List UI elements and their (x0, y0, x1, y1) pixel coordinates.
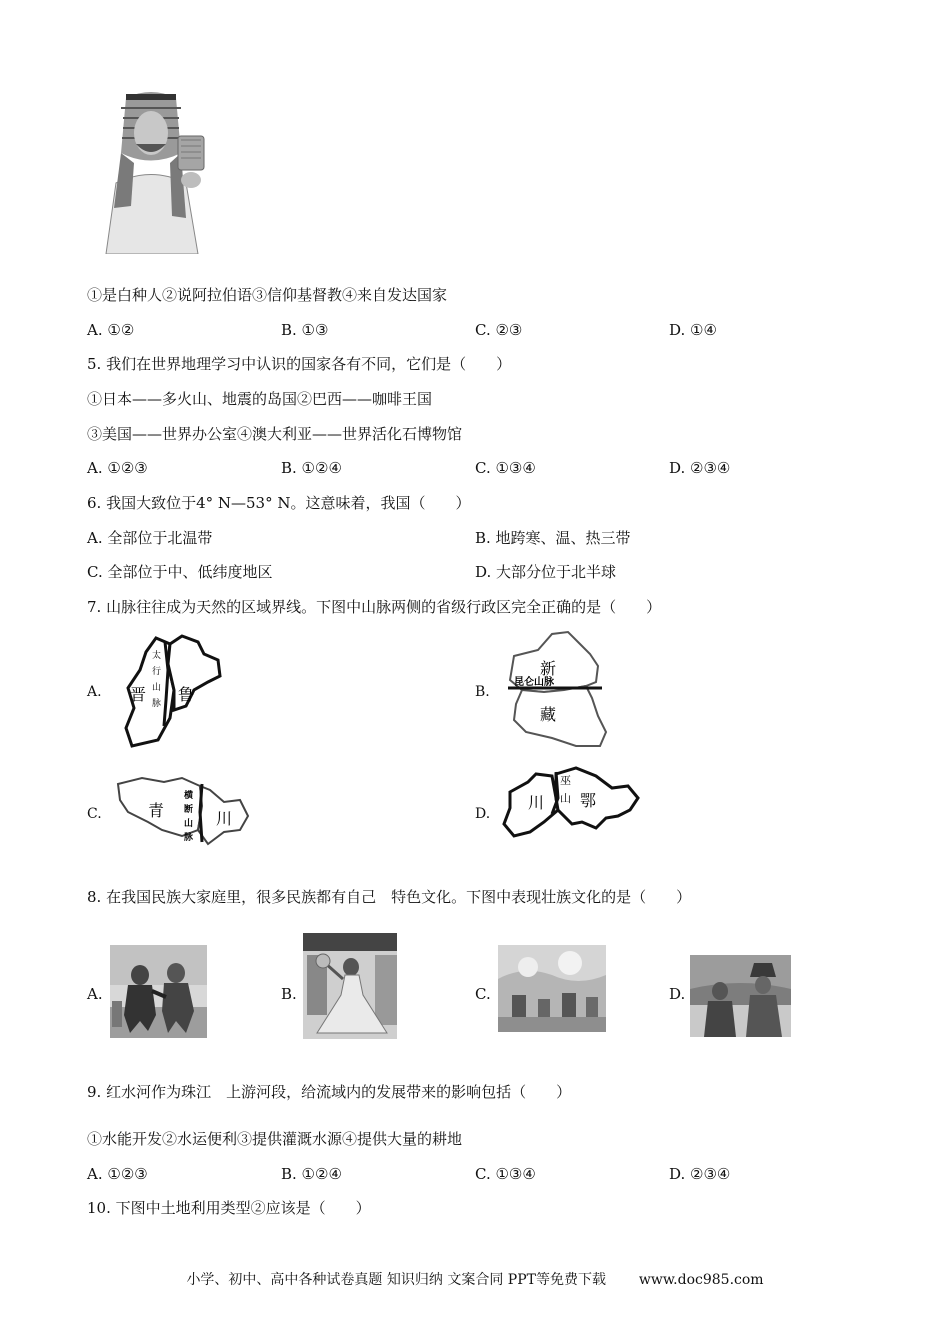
q8-photo-a[interactable] (110, 945, 207, 1038)
q6-option-c[interactable]: C. 全部位于中、低纬度地区 (87, 563, 273, 581)
q8-label-a[interactable]: A. (87, 985, 103, 1003)
q7-label-d[interactable]: D. (475, 806, 491, 822)
q9-option-c[interactable]: C. ①③④ (475, 1165, 536, 1183)
q8-label-d[interactable]: D. (669, 985, 686, 1003)
q7-map-b[interactable] (502, 628, 614, 750)
q4-option-d[interactable]: D. ①④ (669, 321, 717, 339)
q7-map-a-left-label: 晋 (130, 685, 147, 704)
q7-map-a-range-2: 行 (152, 667, 162, 677)
q7-label-b[interactable]: B. (475, 684, 490, 700)
q7-map-a-right-label: 鲁 (178, 685, 195, 704)
q6-option-a[interactable]: A. 全部位于北温带 (87, 529, 213, 547)
q7-map-d-range-1: 巫 (560, 774, 571, 787)
q4-option-b[interactable]: B. ①③ (281, 321, 329, 339)
q9-option-b[interactable]: B. ①②④ (281, 1165, 342, 1183)
q7-map-c-range-3: 山 (184, 819, 194, 829)
q8-label-c[interactable]: C. (475, 985, 491, 1003)
q5-option-d[interactable]: D. ②③④ (669, 459, 731, 477)
q8-stem: 8. 在我国民族大家庭里，很多民族都有自己 特色文化。下图中表现壮族文化的是（ ） (87, 888, 692, 906)
q7-map-d-left-label: 川 (528, 793, 545, 812)
q7-map-b-range-label: 昆仑山脉 (514, 677, 554, 688)
q8-photo-c[interactable] (498, 945, 606, 1032)
q8-photo-b[interactable] (303, 933, 397, 1039)
q7-map-c-range-2: 断 (184, 805, 194, 815)
footer-url[interactable]: www.doc985.com (638, 1272, 764, 1288)
q5-line2: ③美国——世界办公室④澳大利亚——世界活化石博物馆 (87, 425, 463, 443)
q6-stem: 6. 我国大致位于4° N—53° N。这意味着，我国（ ） (87, 494, 471, 512)
page-footer (0, 1270, 950, 1290)
q7-map-c[interactable] (112, 772, 254, 846)
q7-map-c-range-4: 脉 (184, 833, 194, 843)
q7-map-c-left-label: 青 (148, 801, 165, 820)
q4-statement: ①是白种人②说阿拉伯语③信仰基督教④来自发达国家 (87, 286, 448, 304)
q5-option-c[interactable]: C. ①③④ (475, 459, 536, 477)
q5-option-b[interactable]: B. ①②④ (281, 459, 342, 477)
q9-stem: 9. 红水河作为珠江 上游河段，给流域内的发展带来的影响包括（ ） (87, 1083, 572, 1101)
q7-map-d[interactable] (500, 762, 644, 844)
q7-map-b-bottom-label: 藏 (540, 705, 557, 724)
q7-map-a[interactable] (118, 630, 228, 752)
q9-statement: ①水能开发②水运便利③提供灌溉水源④提供大量的耕地 (87, 1130, 463, 1148)
q9-option-a[interactable]: A. ①②③ (87, 1165, 148, 1183)
q7-label-a[interactable]: A. (87, 684, 102, 700)
q7-label-c[interactable]: C. (87, 806, 102, 822)
q7-map-d-right-label: 鄂 (580, 791, 597, 810)
q9-option-d[interactable]: D. ②③④ (669, 1165, 731, 1183)
footer-text: 小学、初中、高中各种试卷真题 知识归纳 文案合同 PPT等免费下载 (186, 1272, 606, 1288)
q8-photo-d[interactable] (690, 955, 791, 1037)
q5-stem: 5. 我们在世界地理学习中认识的国家各有不同，它们是（ ） (87, 355, 512, 373)
q7-stem: 7. 山脉往往成为天然的区域界线。下图中山脉两侧的省级行政区完全正确的是（ ） (87, 598, 662, 616)
q5-option-a[interactable]: A. ①②③ (87, 459, 148, 477)
q10-stem: 10. 下图中土地利用类型②应该是（ ） (87, 1199, 371, 1217)
q7-map-d-range-2: 山 (560, 792, 571, 805)
q6-option-d[interactable]: D. 大部分位于北半球 (475, 563, 617, 581)
q6-option-b[interactable]: B. 地跨寒、温、热三带 (475, 529, 631, 547)
q8-label-b[interactable]: B. (281, 985, 297, 1003)
q7-map-b-top-label: 新 (540, 659, 557, 678)
q4-option-a[interactable]: A. ①② (87, 321, 135, 339)
arab-man-photo (86, 88, 216, 254)
q7-map-c-right-label: 川 (216, 809, 233, 828)
q7-map-a-range-4: 脉 (152, 699, 162, 709)
q5-line1: ①日本——多火山、地震的岛国②巴西——咖啡王国 (87, 390, 433, 408)
q4-option-c[interactable]: C. ②③ (475, 321, 523, 339)
q7-map-a-range-1: 太 (152, 651, 162, 661)
q7-map-c-range-1: 横 (184, 791, 194, 801)
q7-map-a-range-3: 山 (152, 683, 162, 693)
